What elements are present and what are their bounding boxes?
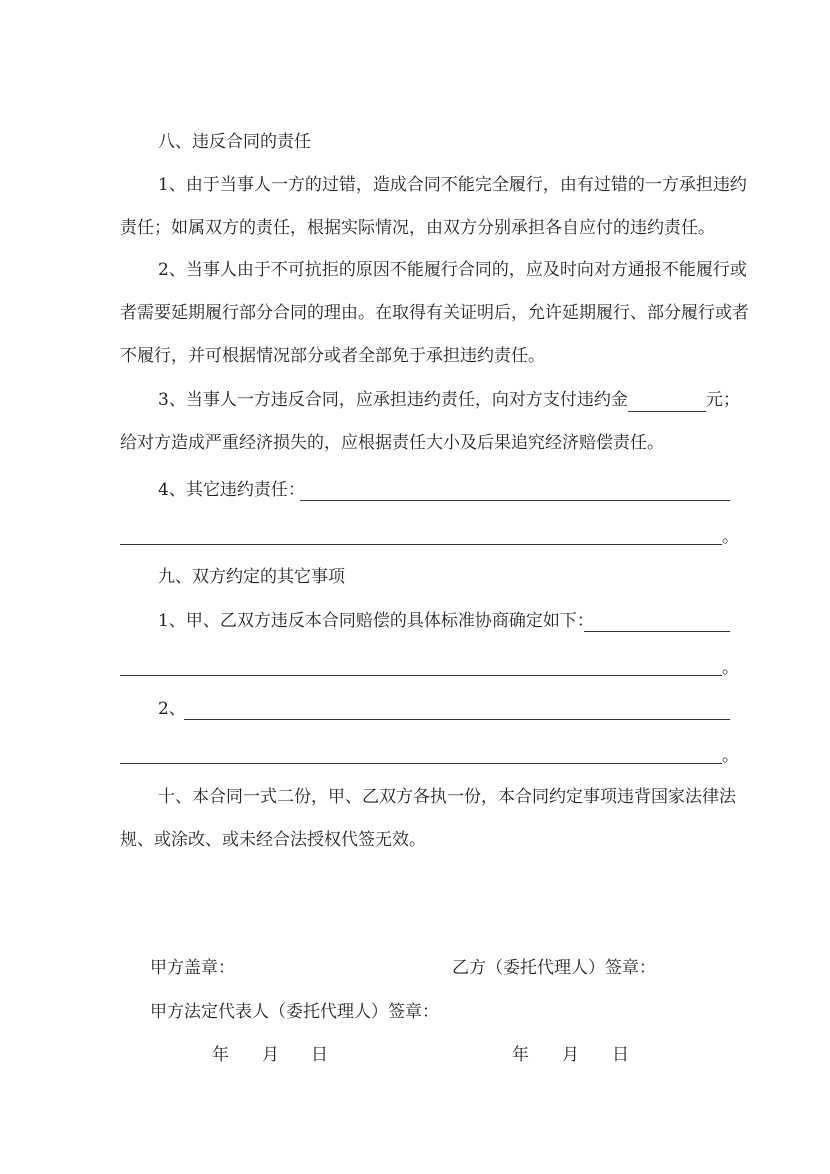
section-10-line-2: 规、或涂改、或未经合法授权代签无效。 [120,830,426,850]
party-a-seal-label: 甲方盖章： [150,958,235,978]
section-9-item-2: 2、 [158,699,186,719]
section-8-item-4: 4、其它违约责任： [158,480,305,500]
item-2-blank-2 [120,763,722,764]
item-2-blank-1 [184,719,730,720]
section-8-heading: 八、违反合同的责任 [158,132,311,152]
section-8-item-2-line-2: 者需要延期履行部分合同的理由。在取得有关证明后，允许延期履行、部分履行或者 [120,303,749,323]
period: 。 [722,746,739,766]
yuan-label: 元； [706,390,740,410]
section-8-item-2-line-1: 2、当事人由于不可抗拒的原因不能履行合同的，应及时向对方通报不能履行或 [158,260,747,280]
section-10-line-1: 十、本合同一式二份，甲、乙双方各执一份，本合同约定事项违背国家法律法 [158,787,736,807]
other-liability-blank-1 [300,500,730,501]
section-8-item-3-line-1: 3、当事人一方违反合同，应承担违约责任，向对方支付违约金 [158,390,628,410]
party-b-year: 年 [512,1045,529,1065]
section-9-heading: 九、双方约定的其它事项 [158,567,345,587]
party-b-day: 日 [612,1045,629,1065]
section-9-item-1: 1、甲、乙双方违反本合同赔偿的具体标准协商确定如下： [158,611,594,631]
party-a-year: 年 [212,1045,229,1065]
section-8-item-1-line-1: 1、由于当事人一方的过错，造成合同不能完全履行，由有过错的一方承担违约 [158,175,747,195]
period: 。 [722,658,739,678]
period: 。 [722,527,739,547]
party-b-month: 月 [562,1045,579,1065]
compensation-blank-1 [584,631,730,632]
penalty-amount-blank [628,411,706,412]
section-8-item-1-line-2: 责任；如属双方的责任，根据实际情况，由双方分别承担各自应付的违约责任。 [120,218,715,238]
other-liability-blank-2 [120,544,722,545]
section-8-item-2-line-3: 不履行，并可根据情况部分或者全部免于承担违约责任。 [120,346,545,366]
section-8-item-3-line-2: 给对方造成严重经济损失的，应根据责任大小及后果追究经济赔偿责任。 [120,433,664,453]
party-a-day: 日 [311,1045,328,1065]
party-b-sign-label: 乙方（委托代理人）签章： [452,958,656,978]
party-a-rep-label: 甲方法定代表人（委托代理人）签章： [150,1002,439,1022]
compensation-blank-2 [120,675,722,676]
party-a-month: 月 [262,1045,279,1065]
